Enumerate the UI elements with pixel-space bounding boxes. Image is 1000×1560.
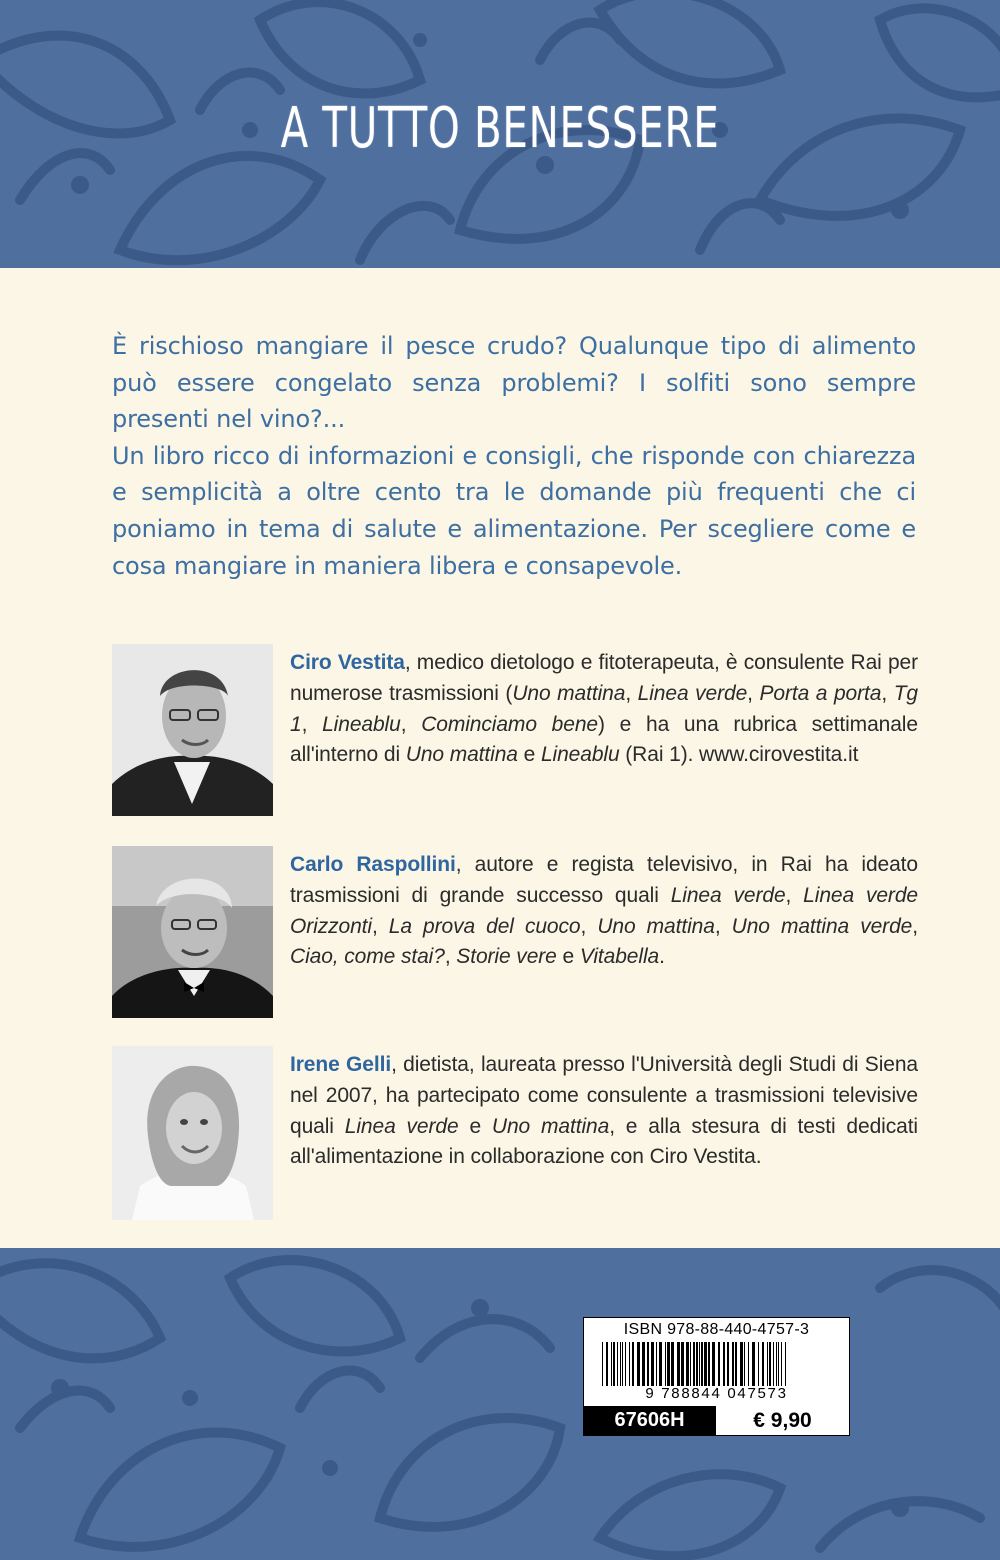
bio-text: ,	[301, 712, 323, 736]
program-title: Linea verde Orizzonti	[290, 883, 918, 938]
program-title: Linea verde	[637, 681, 748, 705]
author-portrait-image	[112, 846, 273, 1018]
bio-text: , dietista, laureata presso l'Università degli Studi di Siena nel 2007, ha partecipato come consulente a trasmissioni televisive quali	[290, 1053, 918, 1138]
bio-text: , autore e regista televisivo, in Rai ha ideato trasmissioni di grande successo quali	[290, 853, 919, 907]
barcode-bar	[748, 1342, 749, 1386]
barcode-bar	[773, 1342, 774, 1386]
program-title: La prova del cuoco	[388, 914, 581, 938]
barcode-bar	[762, 1342, 764, 1386]
barcode-bar	[744, 1342, 745, 1386]
author-bio	[290, 1050, 918, 1173]
author-photo	[112, 1046, 273, 1220]
bio-text: ,	[881, 681, 894, 705]
barcode-bar	[752, 1342, 755, 1386]
barcode-bar	[740, 1342, 743, 1386]
author-bio	[290, 648, 918, 771]
program-title: Uno mattina	[405, 743, 518, 767]
author-carlo-raspollini	[112, 846, 922, 1018]
barcode-bar	[671, 1342, 674, 1386]
barcode-label	[583, 1317, 850, 1436]
barcode-bar	[690, 1342, 691, 1386]
program-title: Uno mattina verde	[731, 914, 913, 938]
barcode-bar	[696, 1342, 698, 1386]
barcode-bar	[732, 1342, 734, 1386]
barcode-bar	[778, 1342, 779, 1386]
program-title: Porta a porta	[759, 681, 882, 705]
bio-text: e	[517, 743, 541, 767]
barcode-bar	[712, 1342, 715, 1386]
author-name: Ciro Vestita	[290, 651, 405, 674]
barcode-bar	[651, 1342, 654, 1386]
ean-digits: 9 788844 047573	[645, 1385, 788, 1402]
program-title: Lineablu	[540, 743, 620, 767]
barcode-bar	[629, 1342, 630, 1386]
price: € 9,90	[715, 1406, 849, 1435]
barcode-bar	[723, 1342, 725, 1386]
program-title: Tg 1	[290, 681, 918, 736]
bio-text: ,	[625, 681, 638, 705]
program-title: Lineablu	[322, 712, 401, 736]
series-title: A TUTTO BENESSERE	[280, 96, 720, 161]
author-ciro-vestita	[112, 644, 922, 816]
isbn-label: ISBN 978-88-440-4757-3	[623, 1321, 810, 1338]
barcode-bar	[625, 1342, 626, 1386]
author-photo	[112, 846, 273, 1018]
barcode-bar	[701, 1342, 703, 1386]
blurb-paragraph-1: È rischioso mangiare il pesce crudo? Qualunque tipo di alimento può essere congelato senza problemi? I solfiti sono sempre presenti nel vino?...	[112, 332, 916, 434]
barcode-bar	[665, 1342, 666, 1386]
barcode-bar	[622, 1342, 623, 1386]
barcode-bar	[647, 1342, 649, 1386]
author-name: Irene Gelli	[290, 1053, 392, 1076]
barcode-bar	[704, 1342, 707, 1386]
barcode-bar	[776, 1342, 777, 1386]
barcode-bar	[677, 1342, 680, 1386]
bio-text: ,	[400, 712, 422, 736]
barcode-bar	[693, 1342, 695, 1386]
program-title: Uno mattina	[491, 1114, 610, 1138]
bio-text: , medico dietologo e fitoterapeuta, è consulente Rai per numerose trasmissioni (	[290, 651, 919, 705]
author-irene-gelli	[112, 1046, 922, 1218]
barcode-bar	[699, 1342, 700, 1386]
barcode-bar	[620, 1342, 621, 1386]
bio-text: ,	[747, 681, 760, 705]
author-photo	[112, 644, 273, 816]
floral-pattern-bottom	[0, 1248, 1000, 1560]
barcode-bar	[758, 1342, 759, 1386]
barcode-bar	[617, 1342, 618, 1386]
bio-text: e	[458, 1114, 492, 1138]
program-title: Linea verde	[670, 883, 786, 907]
program-title: Ciao, come stai?	[290, 945, 445, 969]
barcode-bar	[781, 1342, 782, 1386]
blurb-paragraph-2: Un libro ricco di informazioni e consigli, che risponde con chiarezza e semplicità a oltre cento tra le domande più frequenti che ci poniamo in tema di salute e alimentazione. Per scegliere come e cosa mangiare in maniera libera e consapevole.	[112, 441, 916, 580]
bio-text: ,	[912, 914, 918, 938]
program-title: Vitabella	[579, 945, 660, 969]
barcode-bar	[611, 1342, 612, 1386]
bio-text: ,	[580, 914, 598, 938]
product-code: 67606H	[584, 1406, 715, 1435]
author-bio	[290, 850, 918, 973]
bio-text: (Rai 1). www.cirovestita.it	[619, 743, 859, 767]
author-portrait-image	[112, 644, 273, 816]
program-title: Uno mattina	[597, 914, 715, 938]
bio-text: ,	[714, 914, 732, 938]
bio-text: .	[659, 945, 665, 969]
program-title: Cominciamo bene	[421, 712, 598, 736]
bio-text: ) e ha una rubrica settimanale all'interno di	[290, 712, 918, 767]
author-portrait-image	[112, 1046, 273, 1220]
barcode-bar	[681, 1342, 684, 1386]
barcode-bar	[769, 1342, 771, 1386]
barcode-bar	[667, 1342, 670, 1386]
barcode-bar	[642, 1342, 645, 1386]
author-name: Carlo Raspollini	[290, 853, 456, 876]
top-floral-band	[0, 0, 1000, 268]
bio-text: , e alla stesura di testi dedicati all'alimentazione in collaborazione con Ciro Vestita.	[290, 1114, 918, 1169]
barcode-bars	[602, 1342, 832, 1386]
barcode-bar	[767, 1342, 768, 1386]
blurb-text	[112, 328, 916, 584]
bio-text: ,	[785, 883, 804, 907]
bio-text: ,	[444, 945, 457, 969]
barcode-bar	[718, 1342, 720, 1386]
barcode-bar	[656, 1342, 657, 1386]
barcode-bar	[686, 1342, 689, 1386]
barcode-bar	[735, 1342, 737, 1386]
barcode-bar	[785, 1342, 786, 1386]
barcode-bar	[613, 1342, 615, 1386]
program-title: Linea verde	[344, 1114, 459, 1138]
barcode-bar	[606, 1342, 608, 1386]
bottom-floral-band	[0, 1248, 1000, 1560]
program-title: Uno mattina	[512, 681, 626, 705]
bio-text: e	[556, 945, 580, 969]
barcode-bar	[727, 1342, 729, 1386]
barcode-bar	[659, 1342, 662, 1386]
barcode-bar	[637, 1342, 640, 1386]
barcode-bar	[602, 1342, 603, 1386]
program-title: Storie vere	[456, 945, 557, 969]
barcode-bar	[708, 1342, 710, 1386]
barcode-bar	[632, 1342, 634, 1386]
bio-text: ,	[371, 914, 389, 938]
